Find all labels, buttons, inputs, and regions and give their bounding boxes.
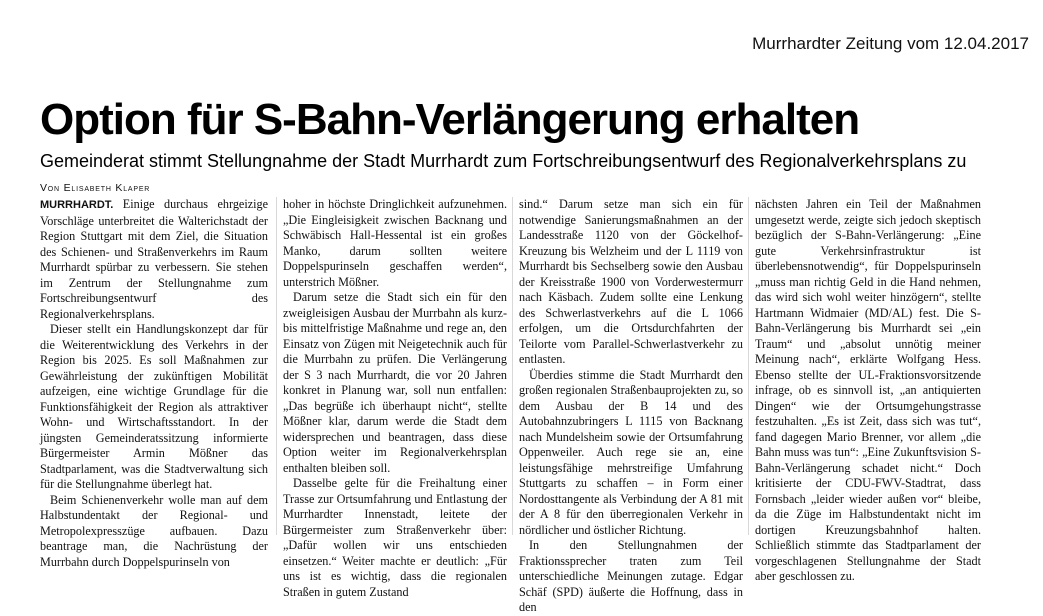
article-paragraph: Dieser stellt ein Handlungskonzept dar für die Weiterentwicklung des Verkehrs in der Region bis 2025. Es soll Maßnahmen zur Gewährleistung der zukünftigen Mobilität aufzeigen, eine wichtige Grundlage für die Funktionsfähigkeit der Region als attraktiver Wohn- und Wirtschaftsstandort. In der jüngsten Gemeinderatssitzung informierte Bürgermeister Armin Mößner das Stadtparlament, was die Stadtverwaltung sich für die Stellungnahme überlegt hat. xyxy=(40,322,268,491)
dateline: MURRHARDT. xyxy=(40,199,114,211)
article-paragraph: Überdies stimme die Stadt Murrhardt den großen regionalen Straßenbauprojekten zu, so dem Ausbau der B 14 und des Autobahnzubringers L 1115 von Backnang nach Mundelsheim sowie der Ortsumfahrung Oppenweiler. Auch rege sie an, eine leistungsfähige mehrstreifige Umfahrung Stuttgarts zu schaffen – in Form einer Nordosttangente als Verbindung der A 81 mit der A 8 für den überregionalen Verkehr in nördlicher und östlicher Richtung. xyxy=(519,367,743,537)
article-column-4 xyxy=(748,197,981,583)
article-byline: Von Elisabeth Klaper xyxy=(40,182,151,194)
article-paragraph: Beim Schienenverkehr wolle man auf dem Halbstundentakt der Regional- und Metropolexpresszüge aufbauen. Dazu beantrage man, die Nachrüstung der Murrbahn durch Doppelspurinseln von xyxy=(40,492,268,569)
article-paragraph: Dasselbe gelte für die Freihaltung einer Trasse zur Ortsumfahrung und Entlastung der Murrhardter Innenstadt, leitete der Bürgermeister zum Straßenverkehr über: „Dafür wollen wir uns entschieden einsetzen.“ Weiter machte er deutlich: „Für uns ist es wichtig, dass die regionalen Straßen in gutem Zustand xyxy=(283,476,507,599)
article-column-1 xyxy=(40,197,269,569)
article-subheadline: Gemeinderat stimmt Stellungnahme der Stadt Murrhardt zum Fortschreibungsentwurf des Regionalverkehrsplans zu xyxy=(40,151,967,171)
article-column-2 xyxy=(276,197,507,599)
article-column-3 xyxy=(512,197,743,614)
newspaper-source-label: Murrhardter Zeitung vom 12.04.2017 xyxy=(752,34,1029,53)
article-headline: Option für S-Bahn-Verlängerung erhalten xyxy=(40,95,860,144)
article-paragraph xyxy=(40,197,268,322)
article-paragraph: In den Stellungnahmen der Fraktionssprecher traten zum Teil unterschiedliche Meinungen zutage. Edgar Schäf (SPD) äußerte die Hoffnung, dass in den xyxy=(519,538,743,614)
article-paragraph: hoher in höchste Dringlichkeit aufzunehmen. „Die Eingleisigkeit zwischen Backnang und Schwäbisch Hall-Hessental ist ein großes Manko, darum sollten weitere Doppelspurinseln geschaffen werden“, unterstrich Mößner. xyxy=(283,197,507,289)
article-paragraph: sind.“ Darum setze man sich ein für notwendige Sanierungsmaßnahmen an der Landesstraße 1120 von der Göckelhof-Kreuzung bis Welzheim und der L 1119 von Murrhardt bis Sechselberg sowie den Ausbau der Kreisstraße 1900 von Vorderwestermurr nach Käsbach. Zudem sollte eine Lenkung des Schwerlastverkehrs auf die L 1066 erfolgen, um die Ortsdurchfahrten der Teilorte vom Parallel-Schwerlastverkehr zu entlasten. xyxy=(519,197,743,366)
article-paragraph: Darum setze die Stadt sich ein für den zweigleisigen Ausbau der Murrbahn als kurz- bis mittelfristige Maßnahme und rege an, den Einsatz von Zügen mit Neigetechnik auch für die Murrbahn zu prüfen. Die Verlängerung der S 3 nach Murrhardt, die vor 20 Jahren konkret in Planung war, soll nun entfallen: „Das begrüße ich überhaupt nicht“, stellte Mößner klar, darum werde die Stadt dem widersprechen und beantragen, dass diese Option weiter im Regionalverkehrsplan enthalten bleiben soll. xyxy=(283,290,507,475)
article-paragraph: nächsten Jahren ein Teil der Maßnahmen umgesetzt werde, zeigte sich jedoch skeptisch bezüglich der S-Bahn-Verlängerung: „Eine gute Verkehrsinfrastruktur ist überlebensnotwendig“, für Doppelspurinseln „muss man richtig Geld in die Hand nehmen, das wird sich wohl weiter hinzögern“, stellte Hartmann Widmaier (MD/AL) fest. Die S-Bahn-Verlängerung bis Murrhardt sei „ein Traum“ und „absolut unnötig meiner Meinung nach“, erklärte Wolfgang Hess. Ebenso stellte der UL-Fraktionsvorsitzende infrage, ob es sinnvoll ist, „an antiquierten Dingen“ wie der Ortsumgehungstrasse festzuhalten. „Es ist Zeit, dass sich was tut“, fand dagegen Mario Brenner, vor allem „die Bahn muss was tun“: „Eine Zukunftsvision S-Bahn-Verlängerung schadet nicht.“ Doch kritisierte der CDU-FWV-Stadtrat, dass Fornsbach „leider wieder außen vor“ bleibe, da die Züge im Halbstundentakt nicht im dortigen Kreuzungsbahnhof halten. Schließlich stimmte das Stadtparlament der vorgeschlagenen Stellungnahme der Stadt aber geschlossen zu. xyxy=(755,197,981,583)
paragraph-text: Einige durchaus ehrgeizige Vorschläge unterbreitet die Walterichstadt der Region Stuttgart mit dem Ziel, die Situation des Schienen- und Straßenverkehrs im Raum Murrhardt spürbar zu verbessern. Sie stehen im Zentrum der Stellungnahme zum Fortschreibungsentwurf des Regionalverkehrsplans. xyxy=(40,197,269,321)
